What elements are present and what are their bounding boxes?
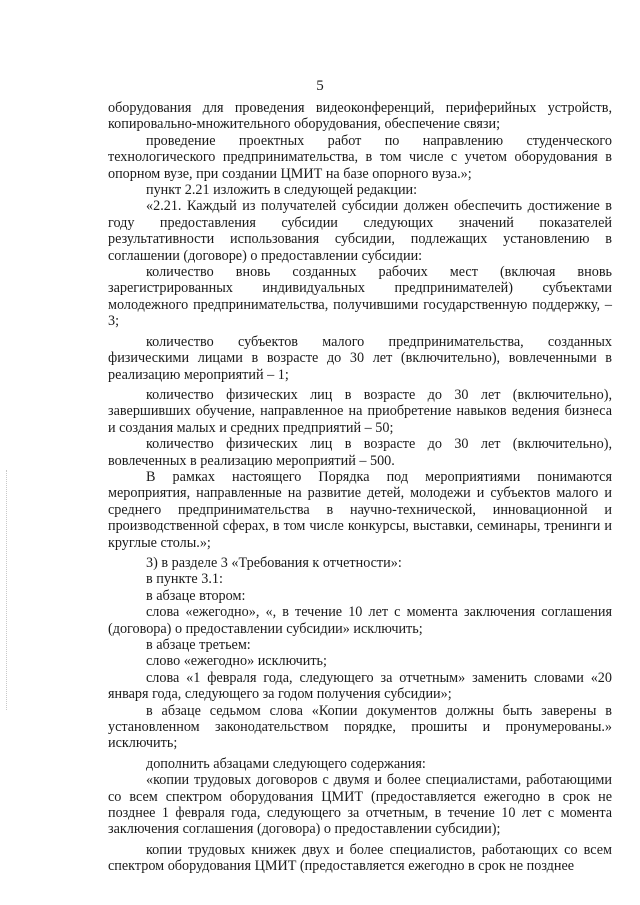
paragraph: «2.21. Каждый из получателей субсидии должен обеспечить достижение в году предоставления субсидии следующих значений показателей результативности использования субсидии, подлежащих установлению в соглашении (договоре) о предоставлении субсидии: (108, 198, 612, 264)
paragraph: дополнить абзацами следующего содержания: (146, 755, 426, 772)
margin-stamp-mark (6, 470, 8, 710)
paragraph: в абзаце седьмом слова «Копии документов должны быть заверены в установленном законодательством порядке, прошиты и пронумерованы.» исключить; (108, 702, 612, 752)
document-body (108, 100, 612, 875)
paragraph: количество вновь созданных рабочих мест (включая вновь зарегистрированных индивидуальных предпринимателей) субъектами молодежного предпринимательства, получившими государственную поддержку, – 3; (108, 264, 612, 330)
paragraph: проведение проектных работ по направлению студенческого технологического предпринимательства, в том числе с учетом оборудования в опорном вузе, при создании ЦМИТ на базе опорного вуза.»; (108, 132, 612, 182)
paragraph: пункт 2.21 изложить в следующей редакции: (146, 182, 418, 199)
page-number: 5 (316, 78, 324, 94)
paragraph: слово «ежегодно» исключить; (146, 653, 327, 670)
paragraph: количество физических лиц в возрасте до 30 лет (включительно), завершивших обучение, направленное на приобретение навыков ведения бизнеса и создания малых и средних предприятий – 50; (108, 386, 612, 436)
paragraph: копии трудовых книжек двух и более специалистов, работающих со всем спектром оборудования ЦМИТ (предоставляется ежегодно в срок не позднее (108, 841, 612, 875)
paragraph: в абзаце третьем: (146, 637, 251, 653)
paragraph: оборудования для проведения видеоконференций, периферийных устройств, копировально-множительного оборудования, обеспечение связи; (108, 100, 612, 133)
paragraph: В рамках настоящего Порядка под мероприятиями понимаются мероприятия, направленные на развитие детей, молодежи и субъектов малого и среднего предпринимательства в научно-технической, инновационной и производственной сферах, в том числе конкурсы, выставки, семинары, тренинги и круглые столы.»; (108, 468, 612, 551)
paragraph: в пункте 3.1: (146, 571, 223, 588)
paragraph: 3) в разделе 3 «Требования к отчетности»: (146, 554, 402, 571)
paragraph: количество субъектов малого предпринимательства, созданных физическими лицами в возрасте до 30 лет (включительно), вовлеченными в реализацию мероприятий – 1; (108, 333, 612, 383)
paragraph: количество физических лиц в возрасте до 30 лет (включительно), вовлеченных в реализацию мероприятий – 500. (108, 436, 612, 469)
paragraph: в абзаце втором: (146, 587, 246, 604)
paragraph: слова «ежегодно», «, в течение 10 лет с момента заключения соглашения (договора) о предоставлении субсидии» исключить; (108, 604, 612, 637)
paragraph: «копии трудовых договоров с двумя и более специалистами, работающими со всем спектром оборудования ЦМИТ (предоставляется ежегодно в срок не позднее 1 февраля года, следующего за отчетным, в течение 10 лет с момента заключения соглашения (договора) о предоставлении субсидии); (108, 772, 612, 838)
paragraph: слова «1 февраля года, следующего за отчетным» заменить словами «20 января года, следующего за годом получения субсидии»; (108, 669, 612, 703)
